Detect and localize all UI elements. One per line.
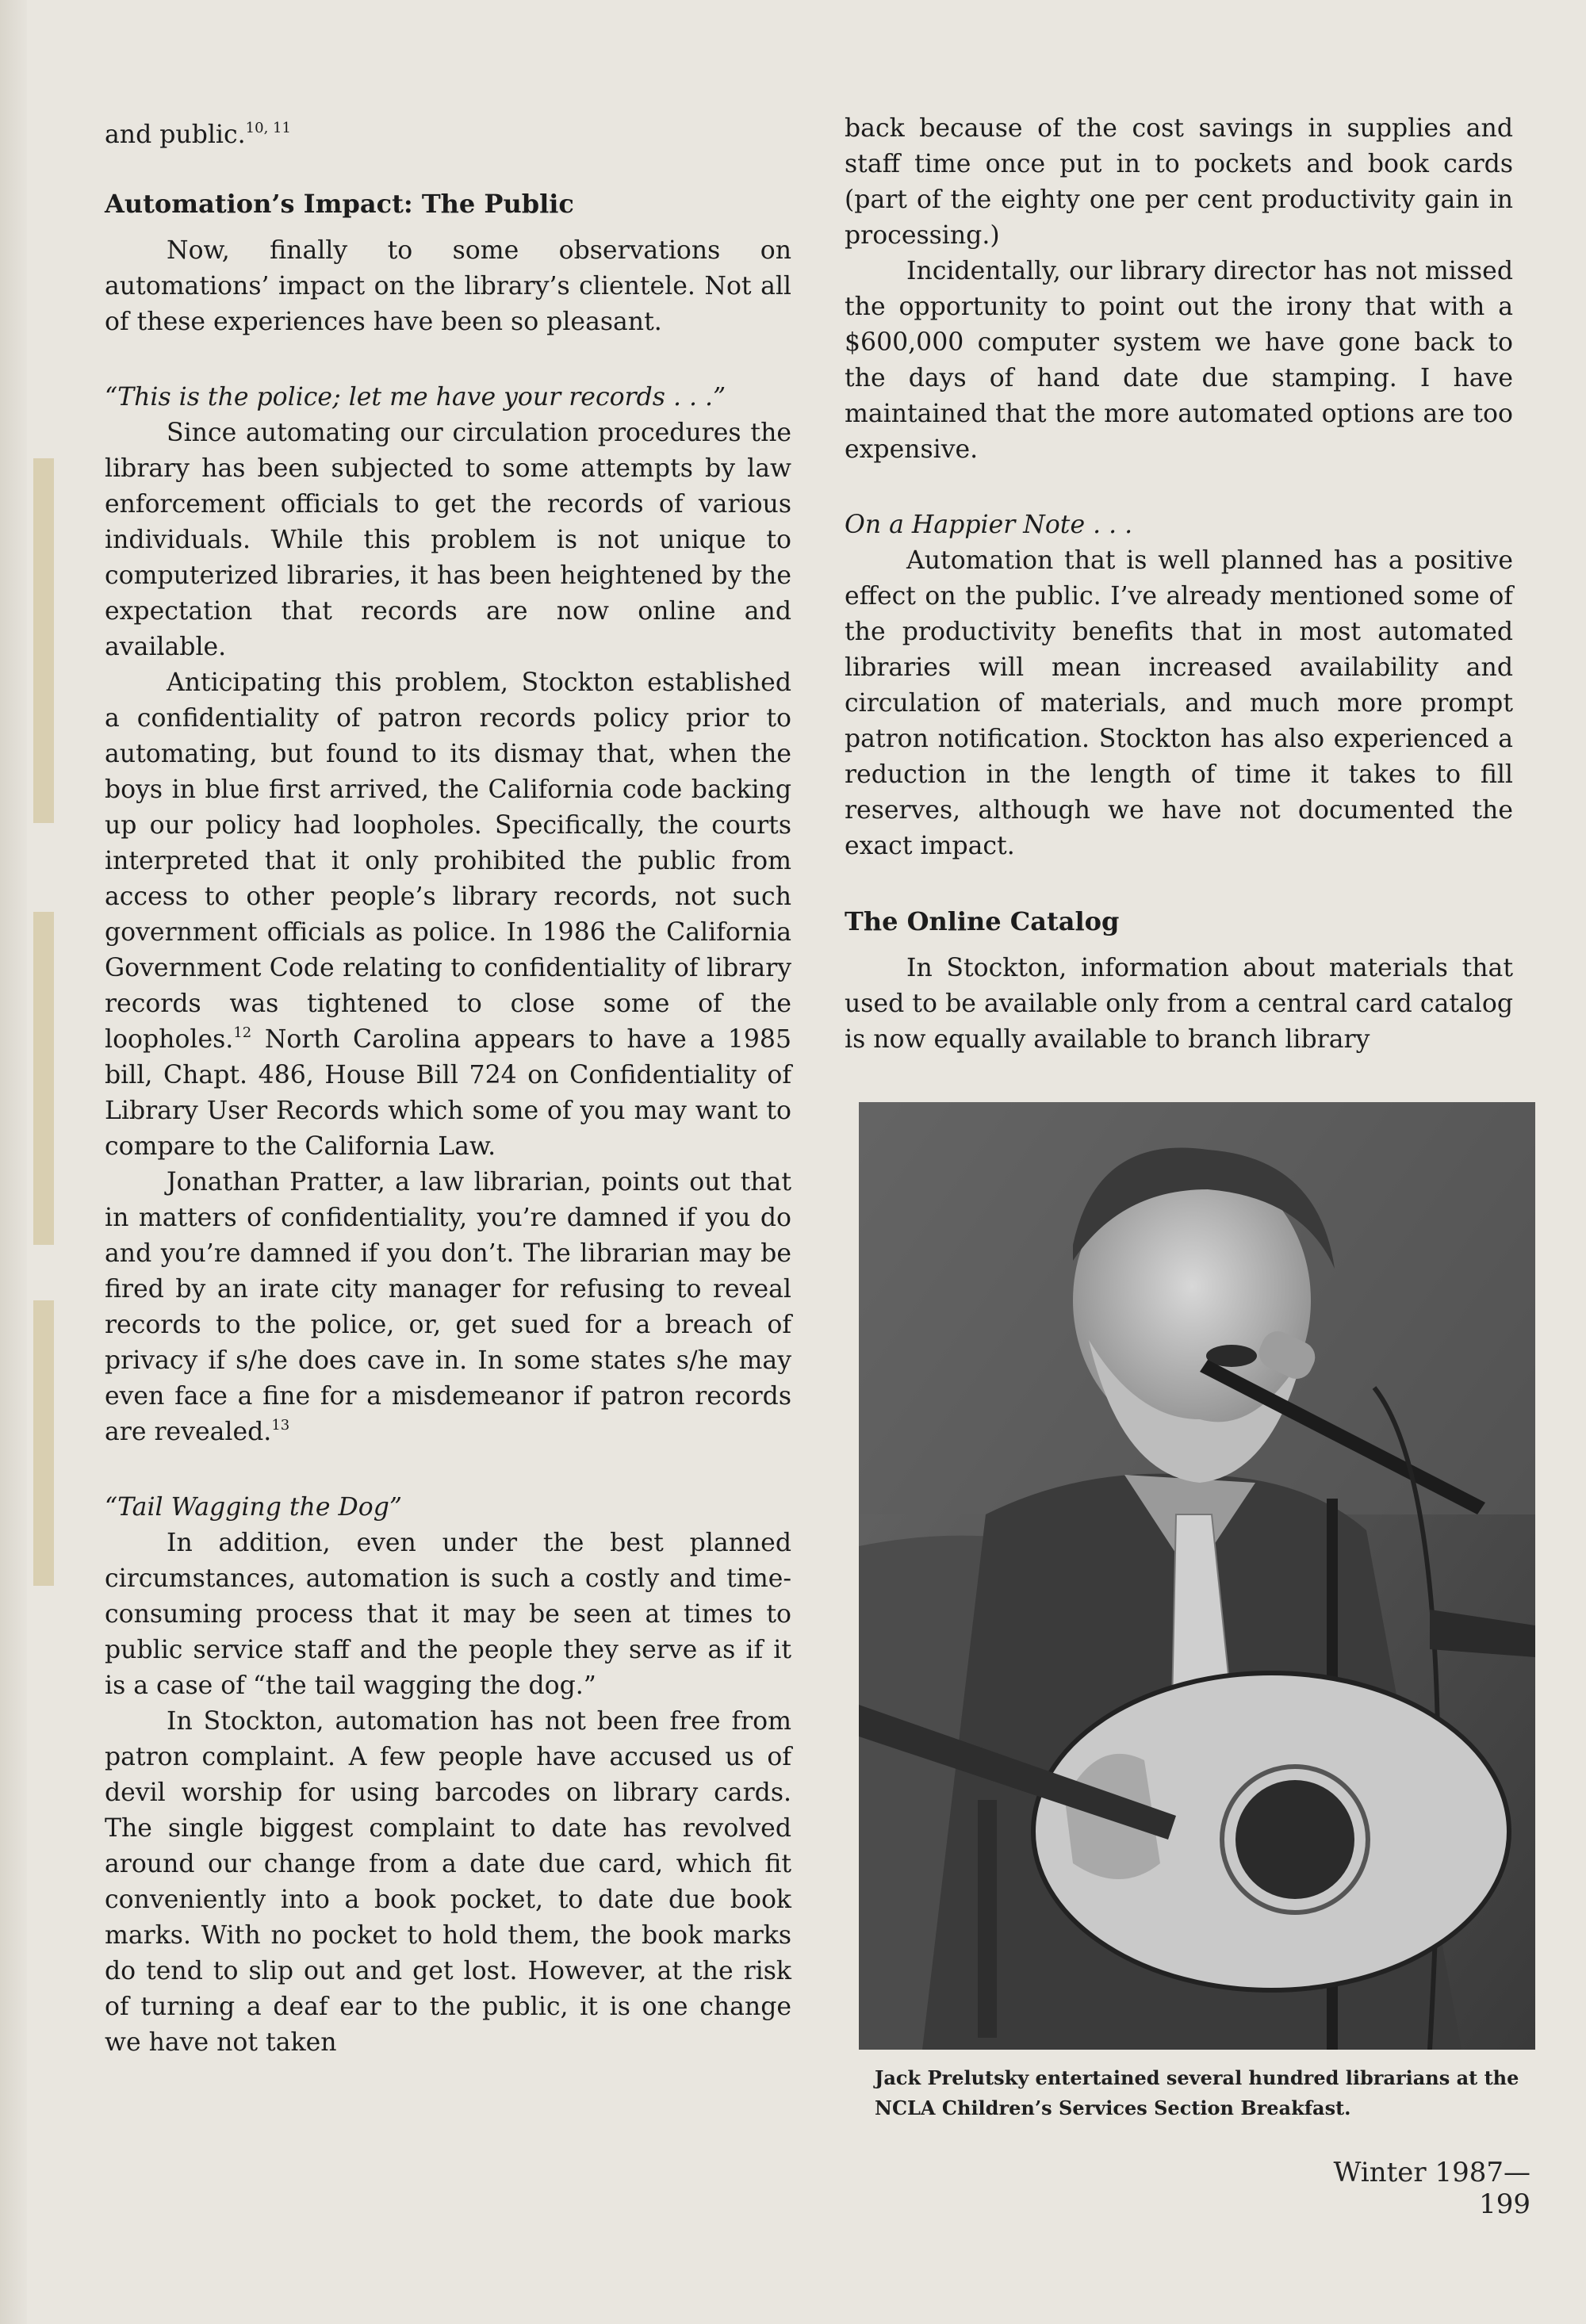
section-heading-public: Automation’s Impact: The Public: [105, 189, 574, 219]
paragraph: In addition, even under the best planned circumstances, automation is such a costly and time-consuming process that it may be seen at times to public service staff and the people they serve as if it is a case of “the tail wagging the dog.”: [105, 1529, 791, 1700]
photo-illustration: [859, 1102, 1535, 2050]
paragraph: Now, finally to some observations on automations’ impact on the library’s clientele. Not all of these experiences have been so pleasant.: [105, 236, 791, 336]
footnote-ref: 13: [271, 1417, 290, 1434]
photo-caption: Jack Prelutsky entertained several hundred librarians at the NCLA Children’s Services Section Breakfast.: [875, 2066, 1519, 2119]
photo-guitarist: [859, 1102, 1535, 2050]
paragraph-text: North Carolina appears to have a 1985 bill, Chapt. 486, House Bill 724 on Confidentiality of Library User Records which some of you may want to compare to the California Law.: [105, 1025, 791, 1161]
section-heading-online-catalog: The Online Catalog: [845, 906, 1120, 936]
paragraph: Since automating our circulation procedures the library has been subjected to some attempts by law enforcement officials to get the records of various individuals. While this problem is not unique to computerized libraries, it has been heightened by the expectation that records are now online and available.: [105, 419, 791, 661]
page-folio: Winter 1987—199: [1333, 2157, 1530, 2220]
right-column: [845, 111, 1513, 1058]
intro-text: and public.: [105, 121, 246, 149]
paragraph: back because of the cost savings in supplies and staff time once put in to pockets and book cards (part of the eighty one per cent productivity gain in processing.): [845, 114, 1513, 250]
paragraph-text: Jonathan Pratter, a law librarian, points out that in matters of confidentiality, you’re damned if you do and you’re damned if you don’t. The librarian may be fired by an irate city manager for refusing to reveal records to the police, or, get sued for a breach of privacy if s/he does cave in. In some states s/he may even face a fine for a misdemeanor if patron records are revealed.: [105, 1168, 791, 1446]
subheading-tail-wagging: “Tail Wagging the Dog”: [105, 1493, 402, 1522]
edge-tab-marker: [33, 1300, 54, 1586]
paragraph-text: Anticipating this problem, Stockton established a confidentiality of patron records policy prior to automating, but found to its dismay that, when the boys in blue first arrived, the California code backing up our policy had loopholes. Specifically, the courts interpreted that it only prohibited the public from access to other people’s library records, not such government officials as police. In 1986 the California Government Code relating to confidentiality of library records was tightened to close some of the loopholes.: [105, 668, 791, 1054]
left-column: [105, 117, 791, 2061]
paragraph: Automation that is well planned has a positive effect on the public. I’ve already mentioned some of the productivity benefits that in most automated libraries will mean increased availability and circulation of materials, and much more prompt patron notification. Stockton has also experienced a reduction in the length of time it takes to fill reserves, although we have not documented the exact impact.: [845, 546, 1513, 860]
subheading-police: “This is the police; let me have your records . . .”: [105, 383, 726, 412]
paragraph: In Stockton, automation has not been free from patron complaint. A few people have accused us of devil worship for using barcodes on library cards. The single biggest complaint to date has revolved around our change from a date due card, which fit conveniently into a book pocket, to date due book marks. With no pocket to hold them, the book marks do tend to slip out and get lost. However, at the risk of turning a deaf ear to the public, it is one change we have not taken: [105, 1707, 791, 2057]
edge-tab-marker: [33, 912, 54, 1245]
intro-line: [105, 117, 791, 153]
paragraph: [105, 665, 791, 1165]
footnote-ref: 12: [233, 1024, 252, 1041]
paragraph: Incidentally, our library director has not missed the opportunity to point out the irony that with a $600,000 computer system we have gone back to the days of hand date due stamping. I have maintained that the more automated options are too expensive.: [845, 257, 1513, 464]
page-edge: [0, 0, 27, 2324]
paragraph: In Stockton, information about materials that used to be available only from a central card catalog is now equally available to branch library: [845, 954, 1513, 1054]
subheading-happier-note: On a Happier Note . . .: [845, 511, 1133, 539]
paragraph: [105, 1165, 791, 1450]
edge-tab-marker: [33, 458, 54, 823]
footnote-ref: 10, 11: [245, 120, 291, 136]
